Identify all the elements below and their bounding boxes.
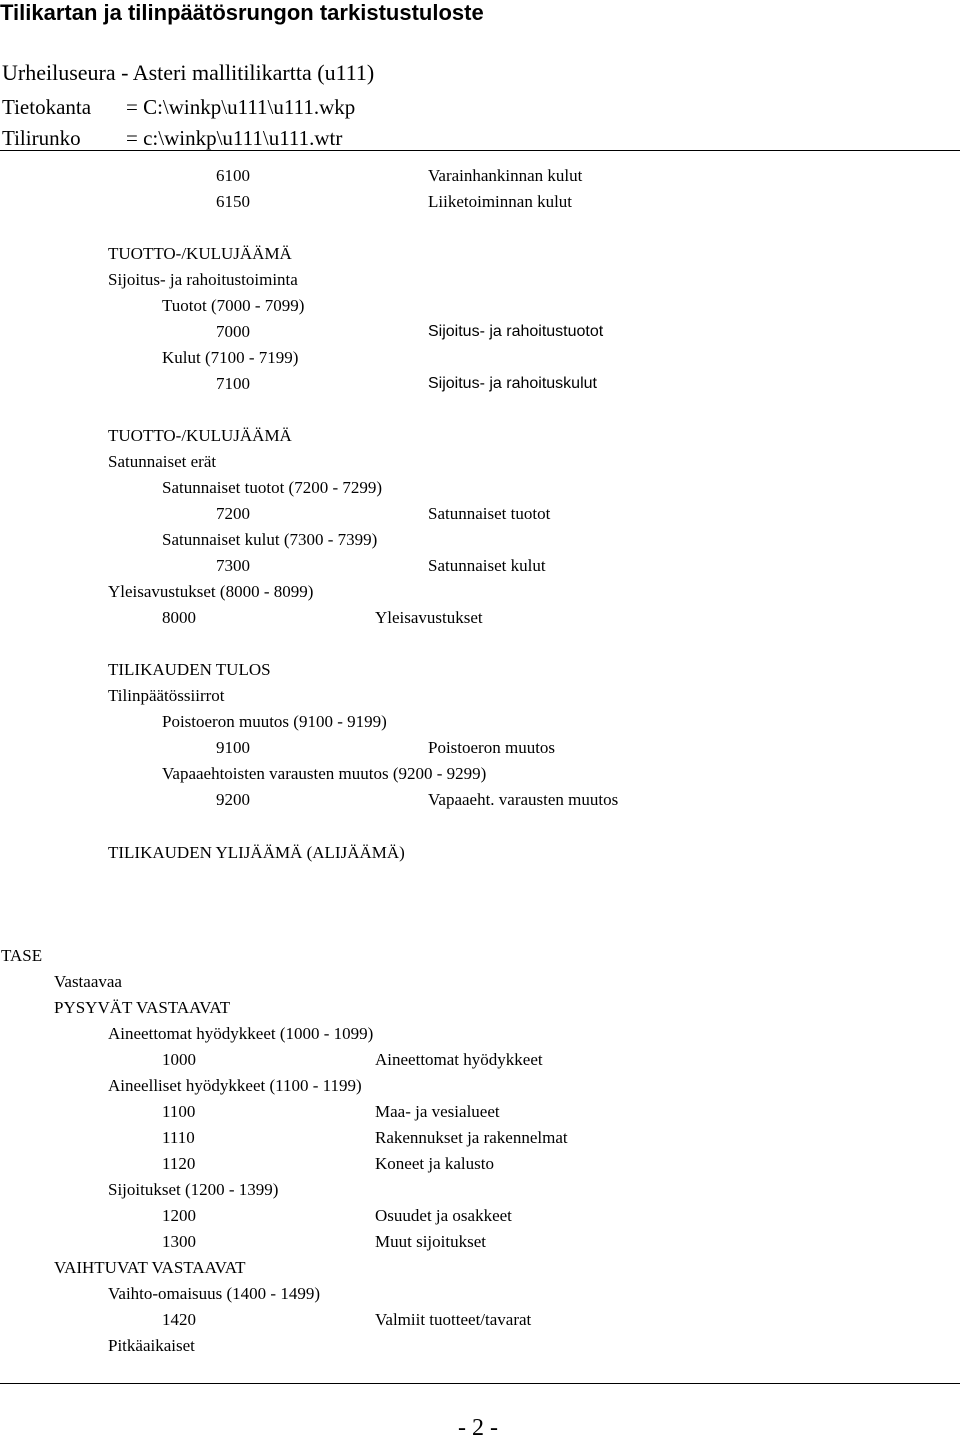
section-heading: PYSYVÄT VASTAAVAT — [54, 998, 231, 1017]
list-item: 1100 — [162, 1102, 196, 1121]
list-item: Varainhankinnan kulut — [428, 166, 583, 185]
list-item: 1110 — [162, 1128, 195, 1147]
section-heading: TASE — [1, 946, 43, 965]
chart-label: Tilirunko — [2, 126, 81, 150]
list-item: 9200 — [216, 790, 250, 809]
list-item: 1420 — [162, 1310, 196, 1329]
section-heading: TUOTTO-/KULUJÄÄMÄ — [108, 426, 292, 445]
list-item: Satunnaiset erät — [108, 452, 217, 471]
list-item: Satunnaiset tuotot (7200 - 7299) — [162, 478, 383, 497]
list-item: Aineelliset hyödykkeet (1100 - 1199) — [108, 1076, 362, 1095]
organization-name: Urheiluseura - Asteri mallitilikartta (u111) — [2, 60, 375, 85]
list-item: Vapaaehtoisten varausten muutos (9200 - 9299) — [162, 764, 487, 783]
list-item: Yleisavustukset (8000 - 8099) — [108, 582, 314, 601]
list-item: 7300 — [216, 556, 250, 575]
database-path: = C:\winkp\u111\u111.wkp — [126, 95, 356, 119]
list-item: Yleisavustukset — [375, 608, 483, 627]
list-item: Sijoitukset (1200 - 1399) — [108, 1180, 279, 1199]
list-item: Maa- ja vesialueet — [375, 1102, 500, 1121]
list-item: Sijoitus- ja rahoitustoiminta — [108, 270, 298, 289]
list-item: 7000 — [216, 322, 250, 341]
list-item: Poistoeron muutos (9100 - 9199) — [162, 712, 387, 731]
list-item: Osuudet ja osakkeet — [375, 1206, 512, 1225]
list-item: Satunnaiset kulut (7300 - 7399) — [162, 530, 378, 549]
page-title: Tilikartan ja tilinpäätösrungon tarkistustuloste — [0, 0, 484, 25]
list-item: 1200 — [162, 1206, 196, 1225]
list-item: Poistoeron muutos — [428, 738, 556, 757]
list-item: Tilinpäätössiirrot — [108, 686, 225, 705]
list-item: Vaihto-omaisuus (1400 - 1499) — [108, 1284, 321, 1303]
list-item: Tuotot (7000 - 7099) — [162, 296, 305, 315]
list-item: Kulut (7100 - 7199) — [162, 348, 299, 367]
list-item: Sijoitus- ja rahoitustuotot — [428, 323, 604, 340]
list-item: Sijoitus- ja rahoituskulut — [428, 375, 597, 392]
section-heading: VAIHTUVAT VASTAAVAT — [54, 1258, 246, 1277]
list-item: Koneet ja kalusto — [375, 1154, 494, 1173]
list-item: Valmiit tuotteet/tavarat — [375, 1310, 532, 1329]
list-item: 6100 — [216, 166, 250, 185]
list-item: Aineettomat hyödykkeet (1000 - 1099) — [108, 1024, 374, 1043]
database-label: Tietokanta — [2, 95, 92, 119]
list-item: Rakennukset ja rakennelmat — [375, 1128, 568, 1147]
list-item: Vastaavaa — [54, 972, 122, 991]
section-heading: TILIKAUDEN YLIJÄÄMÄ (ALIJÄÄMÄ) — [108, 843, 405, 862]
page-number: - 2 - — [458, 1415, 498, 1441]
list-item: Vapaaeht. varausten muutos — [428, 790, 619, 809]
list-item: 1000 — [162, 1050, 196, 1069]
list-item: 1300 — [162, 1232, 196, 1251]
list-item: Satunnaiset tuotot — [428, 504, 551, 523]
section-heading: TILIKAUDEN TULOS — [108, 660, 271, 679]
list-item: 6150 — [216, 192, 250, 211]
list-item: 8000 — [162, 608, 196, 627]
footer-divider — [0, 1383, 960, 1384]
list-item: Muut sijoitukset — [375, 1232, 486, 1251]
list-item: Liiketoiminnan kulut — [428, 192, 573, 211]
list-item: 9100 — [216, 738, 250, 757]
list-item: 7200 — [216, 504, 250, 523]
section-heading: TUOTTO-/KULUJÄÄMÄ — [108, 244, 292, 263]
list-item: Satunnaiset kulut — [428, 556, 546, 575]
list-item: Pitkäaikaiset — [108, 1336, 195, 1355]
chart-path: = c:\winkp\u111\u111.wtr — [126, 126, 343, 150]
list-item: 1120 — [162, 1154, 196, 1173]
list-item: Aineettomat hyödykkeet — [375, 1050, 543, 1069]
list-item: 7100 — [216, 374, 250, 393]
